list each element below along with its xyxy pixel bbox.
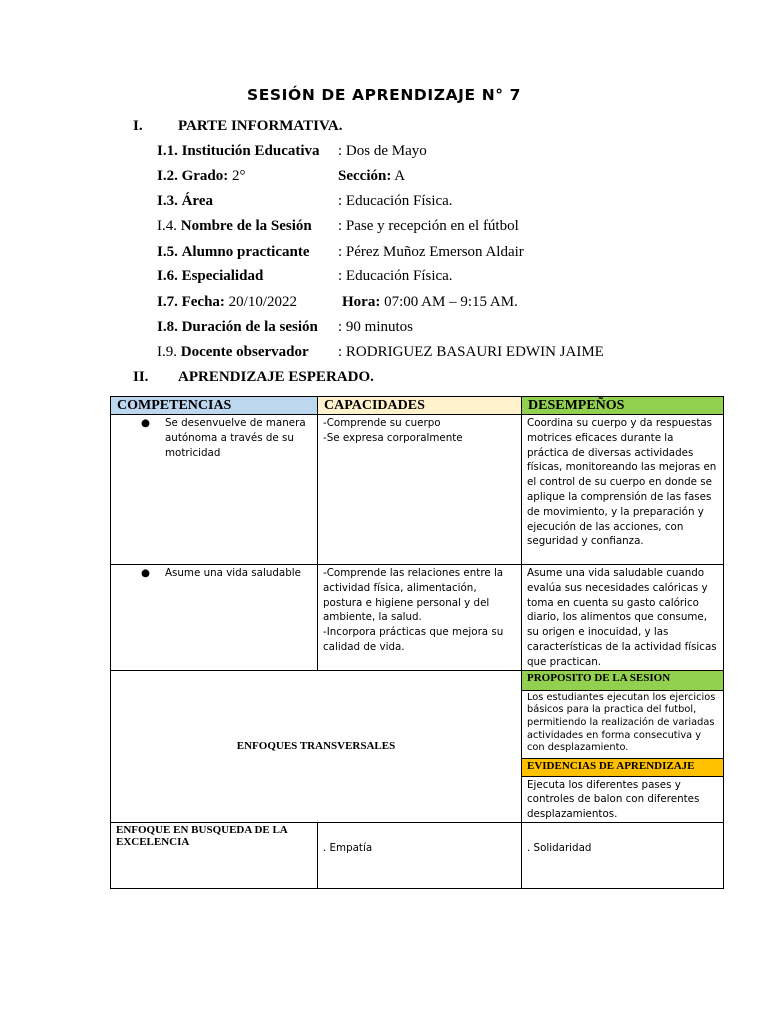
- info-label: Duración de la sesión: [181, 319, 318, 335]
- capacidades-cell: [318, 565, 522, 671]
- header-competencias: COMPETENCIAS: [111, 397, 318, 415]
- info-value: : Pérez Muñoz Emerson Aldair: [338, 244, 524, 260]
- evidencias-header: EVIDENCIAS DE APRENDIZAJE: [522, 758, 724, 776]
- info-label: Nombre de la Sesión: [180, 218, 312, 234]
- desempeno-cell: Asume una vida saludable cuando evalúa sus necesidades calóricas y toma en cuenta su gasto calórico diario, los alimentos que consume, su origen e inocuidad, y las características de la actividad físicas que practican.: [522, 565, 724, 671]
- info-value: : RODRIGUEZ BASAURI EDWIN JAIME: [338, 344, 604, 360]
- info-value-seccion: A: [391, 168, 406, 184]
- info-value: : Dos de Mayo: [338, 143, 427, 159]
- info-label-hora: Hora:: [342, 294, 381, 310]
- info-number: I.2.: [157, 168, 178, 184]
- table-header-row: [111, 397, 724, 415]
- info-value: : Educación Física.: [338, 268, 453, 284]
- evidencias-text: Ejecuta los diferentes pases y controles de balon con diferentes desplazamientos.: [522, 776, 724, 822]
- proposito-header: PROPOSITO DE LA SESION: [522, 670, 724, 690]
- info-label: Institución Educativa: [181, 143, 320, 159]
- info-value: : Pase y recepción en el fútbol: [338, 218, 519, 234]
- info-number: I.1.: [157, 143, 178, 159]
- info-label-seccion: Sección:: [338, 168, 392, 184]
- info-number: I.7.: [157, 294, 178, 310]
- info-value: 20/10/2022: [224, 294, 298, 310]
- enfoque-value-solidaridad: . Solidaridad: [522, 822, 724, 888]
- info-label: Docente observador: [180, 344, 309, 360]
- enfoques-transversales-label: ENFOQUES TRANSVERSALES: [111, 670, 522, 822]
- table-row: [111, 670, 724, 690]
- competencia-text: Asume una vida saludable: [165, 567, 301, 579]
- table-row: [111, 822, 724, 888]
- header-desempenos: DESEMPEÑOS: [522, 397, 724, 415]
- capacidad-item: -Se expresa corporalmente: [323, 431, 463, 444]
- info-number: I.5.: [157, 244, 178, 260]
- info-number: I.6.: [157, 268, 178, 284]
- competencia-cell: [111, 565, 318, 671]
- table-row: [111, 565, 724, 671]
- header-capacidades: CAPACIDADES: [318, 397, 522, 415]
- info-label: Fecha:: [181, 294, 225, 310]
- page-title: SESIÓN DE APRENDIZAJE N° 7: [246, 86, 522, 104]
- info-value: : 90 minutos: [338, 319, 414, 335]
- info-label: Grado:: [181, 168, 229, 184]
- section-number: I.: [133, 118, 143, 134]
- enfoque-excelencia-label: ENFOQUE EN BUSQUEDA DE LA EXCELENCIA: [111, 822, 318, 888]
- section-label: APRENDIZAJE ESPERADO.: [178, 369, 374, 385]
- capacidades-cell: [318, 415, 522, 565]
- desempeno-cell: Coordina su cuerpo y da respuestas motrices eficaces durante la práctica de diversas actividades físicas, monitoreando las mejoras en el control de su cuerpo en donde se aplique la comprensión de las fases de movimiento, y la preparación y ejecución de las acciones, con seguridad y confianza.: [522, 415, 724, 565]
- bullet-icon: ●: [141, 567, 150, 579]
- enfoque-value-empatia: . Empatía: [318, 822, 522, 888]
- info-number: I.4.: [157, 218, 177, 234]
- capacidad-item: -Comprende las relaciones entre la actividad física, alimentación, postura e higiene personal y del ambiente, la salud.: [323, 567, 504, 624]
- info-value-hora: 07:00 AM – 9:15 AM.: [380, 294, 518, 310]
- capacidad-item: -Comprende su cuerpo: [323, 417, 441, 429]
- section-number: II.: [133, 369, 149, 385]
- capacidad-item: -Incorpora prácticas que mejora su calidad de vida.: [323, 626, 504, 653]
- info-value: : Educación Física.: [338, 193, 453, 209]
- info-number: I.8.: [157, 319, 178, 335]
- competencia-text: Se desenvuelve de manera autónoma a través de su motricidad: [165, 417, 306, 459]
- info-label: Especialidad: [181, 268, 264, 284]
- info-label: Área: [181, 193, 213, 209]
- competencia-cell: [111, 415, 318, 565]
- proposito-text: Los estudiantes ejecutan los ejercicios básicos para la practica del futbol, permitiendo la realización de variadas actividades en forma consecutiva y con desplazamiento.: [522, 690, 724, 758]
- learning-table: [110, 396, 724, 889]
- info-number: I.3.: [157, 193, 178, 209]
- info-label: Alumno practicante: [181, 244, 310, 260]
- table-row: [111, 415, 724, 565]
- bullet-icon: ●: [141, 417, 150, 429]
- info-value: 2°: [228, 168, 246, 184]
- section-label: PARTE INFORMATIVA.: [178, 118, 343, 134]
- info-number: I.9.: [157, 344, 177, 360]
